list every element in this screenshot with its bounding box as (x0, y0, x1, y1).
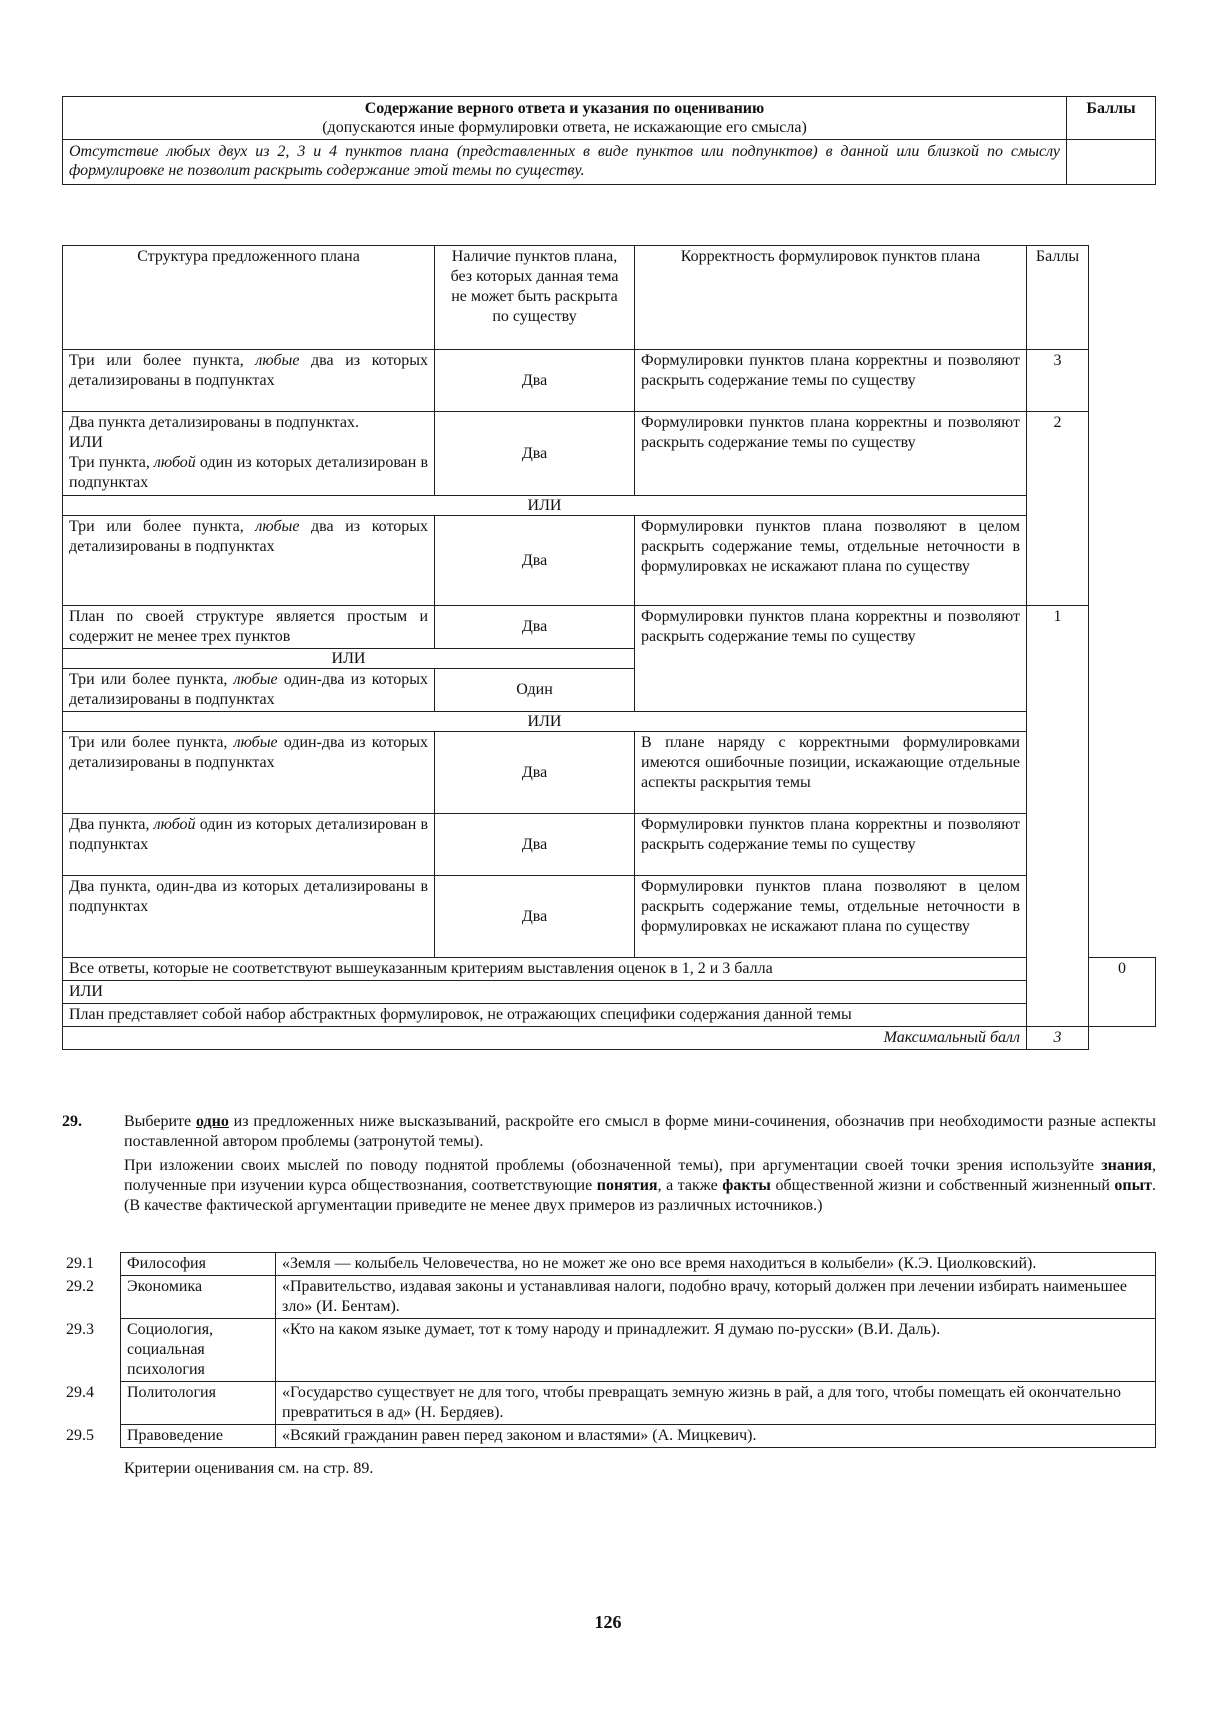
table-row (62, 1425, 1156, 1448)
structure-cell: Два пункта, любой один из которых детализирован в подпунктах (63, 814, 435, 876)
points-cell: 2 (1027, 412, 1089, 606)
points-cell: 0 (1089, 958, 1156, 1027)
header-title: Содержание верного ответа и указания по оцениванию (364, 100, 765, 117)
presence-cell: Два (435, 732, 635, 814)
item-quote: «Кто на каком языке думает, тот к тому народу и принадлежит. Я думаю по-русски» (В.И. Даль). (276, 1319, 1156, 1382)
item-number: 29.3 (66, 1320, 94, 1338)
table-row (63, 732, 1156, 814)
presence-cell: Один (435, 669, 635, 712)
page-number: 126 (594, 1612, 622, 1632)
correctness-cell: Формулировки пунктов плана корректны и позволяют раскрыть содержание темы по существу (635, 350, 1027, 412)
col-structure-header: Структура предложенного плана (63, 246, 435, 350)
table-row (63, 876, 1156, 958)
table-row (63, 958, 1156, 1027)
item-quote: «Государство существует не для того, чтобы превращать земную жизнь в рай, а для того, чтобы помещать ей окончательно превратиться в ад» (Н. Бердяев). (276, 1382, 1156, 1425)
plan-criteria-table (62, 245, 1156, 1050)
or-row (63, 496, 1156, 516)
table-row (62, 1382, 1156, 1425)
max-row (63, 1027, 1156, 1050)
task-guidance: При изложении своих мыслей по поводу поднятой проблемы (обозначенной темы), при аргументации своей точки зрения используйте знания, полученные при изучении курса обществознания, соответствующие понятия, а также факты общественной жизни и собственный жизненный опыт. (В качестве фактической аргументации приведите не менее двух примеров из различных источников.) (124, 1157, 1156, 1214)
quotes-table (62, 1252, 1156, 1448)
structure-cell: Два пункта, один-два из которых детализированы в подпунктах (63, 876, 435, 958)
table-row (63, 516, 1156, 606)
max-value: 3 (1027, 1027, 1089, 1050)
presence-cell: Два (435, 516, 635, 606)
item-number: 29.1 (66, 1254, 94, 1272)
table-row (63, 412, 1156, 496)
answer-content-table (62, 96, 1156, 185)
task-instruction: Выберите одно из предложенных ниже высказываний, раскройте его смысл в форме мини-сочинения, обозначив при необходимости разные аспекты поставленной автором проблемы (затронутой темы). (124, 1113, 1157, 1150)
item-subject: Социология, социальная психология (121, 1319, 276, 1382)
correctness-cell: Формулировки пунктов плана позволяют в целом раскрыть содержание темы, отдельные неточности в формулировках не искажают плана по существу (635, 876, 1027, 958)
correctness-cell: Формулировки пунктов плана корректны и позволяют раскрыть содержание темы по существу (635, 412, 1027, 496)
empty-points-cell (1067, 140, 1156, 185)
presence-cell: Два (435, 814, 635, 876)
item-quote: «Всякий гражданин равен перед законом и властями» (А. Мицкевич). (276, 1425, 1156, 1448)
or-label: ИЛИ (63, 496, 1027, 516)
points-cell: 1 (1027, 606, 1089, 1027)
structure-cell: Три или более пункта, любые один-два из которых детализированы в подпунктах (63, 669, 435, 712)
item-number: 29.5 (66, 1426, 94, 1444)
item-subject: Философия (121, 1253, 276, 1276)
header-note: (допускаются иные формулировки ответа, не искажающие его смысла) (322, 119, 807, 136)
zero-points-cell: Все ответы, которые не соответствуют вышеуказанным критериям выставления оценок в 1, 2 и 3 балла ИЛИ План представляет собой набор абстрактных формулировок, не отражающих специфики содержания данной темы (63, 958, 1027, 1027)
table-row (62, 1319, 1156, 1382)
points-cell: 3 (1027, 350, 1089, 412)
structure-cell: План по своей структуре является простым и содержит не менее трех пунктов (63, 606, 435, 649)
max-label: Максимальный балл (63, 1027, 1027, 1050)
or-label: ИЛИ (63, 712, 1027, 732)
table-row (63, 814, 1156, 876)
table-row (63, 606, 1156, 649)
item-subject: Экономика (121, 1276, 276, 1319)
structure-cell: Три или более пункта, любые два из которых детализированы в подпунктах (63, 350, 435, 412)
col-presence-header: Наличие пунктов плана, без которых данная тема не может быть раскрыта по существу (435, 246, 635, 350)
item-subject: Политология (121, 1382, 276, 1425)
presence-cell: Два (435, 876, 635, 958)
structure-cell: Три или более пункта, любые один-два из которых детализированы в подпунктах (63, 732, 435, 814)
col-correctness-header: Корректность формулировок пунктов плана (635, 246, 1027, 350)
task-number: 29. (62, 1113, 82, 1130)
correctness-cell: Формулировки пунктов плана корректны и позволяют раскрыть содержание темы по существу (635, 606, 1027, 712)
item-number: 29.4 (66, 1383, 94, 1401)
structure-cell: Три или более пункта, любые два из которых детализированы в подпунктах (63, 516, 435, 606)
col-points-header: Баллы (1027, 246, 1089, 350)
item-quote: «Земля — колыбель Человечества, но не может же оно все время находиться в колыбели» (К.Э. Циолковский). (276, 1253, 1156, 1276)
table-row (62, 1253, 1156, 1276)
table-row (62, 1276, 1156, 1319)
answer-content-header (63, 97, 1067, 140)
or-label: ИЛИ (63, 649, 635, 669)
italic-note: Отсутствие любых двух из 2, 3 и 4 пунктов плана (представленных в виде пунктов или подпунктов) в данной или близкой по смыслу формулировке не позволит раскрыть содержание этой темы по существу. (63, 140, 1067, 185)
presence-cell: Два (435, 412, 635, 496)
criteria-reference: Критерии оценивания см. на стр. 89. (124, 1460, 374, 1477)
table-row (63, 350, 1156, 412)
item-number: 29.2 (66, 1277, 94, 1295)
presence-cell: Два (435, 350, 635, 412)
item-quote: «Правительство, издавая законы и устанавливая налоги, подобно врачу, который должен при лечении избирать наименьшее зло» (И. Бентам). (276, 1276, 1156, 1319)
or-row (63, 712, 1156, 732)
item-subject: Правоведение (121, 1425, 276, 1448)
correctness-cell: Формулировки пунктов плана позволяют в целом раскрыть содержание темы, отдельные неточности в формулировках не искажают плана по существу (635, 516, 1027, 606)
presence-cell: Два (435, 606, 635, 649)
structure-cell: Два пункта детализированы в подпунктах. ИЛИ Три пункта, любой один из которых детализирован в подпунктах (63, 412, 435, 496)
correctness-cell: Формулировки пунктов плана корректны и позволяют раскрыть содержание темы по существу (635, 814, 1027, 876)
points-header: Баллы (1067, 97, 1156, 140)
correctness-cell: В плане наряду с корректными формулировками имеются ошибочные позиции, искажающие отдельные аспекты раскрытия темы (635, 732, 1027, 814)
task-29 (62, 1112, 1156, 1216)
